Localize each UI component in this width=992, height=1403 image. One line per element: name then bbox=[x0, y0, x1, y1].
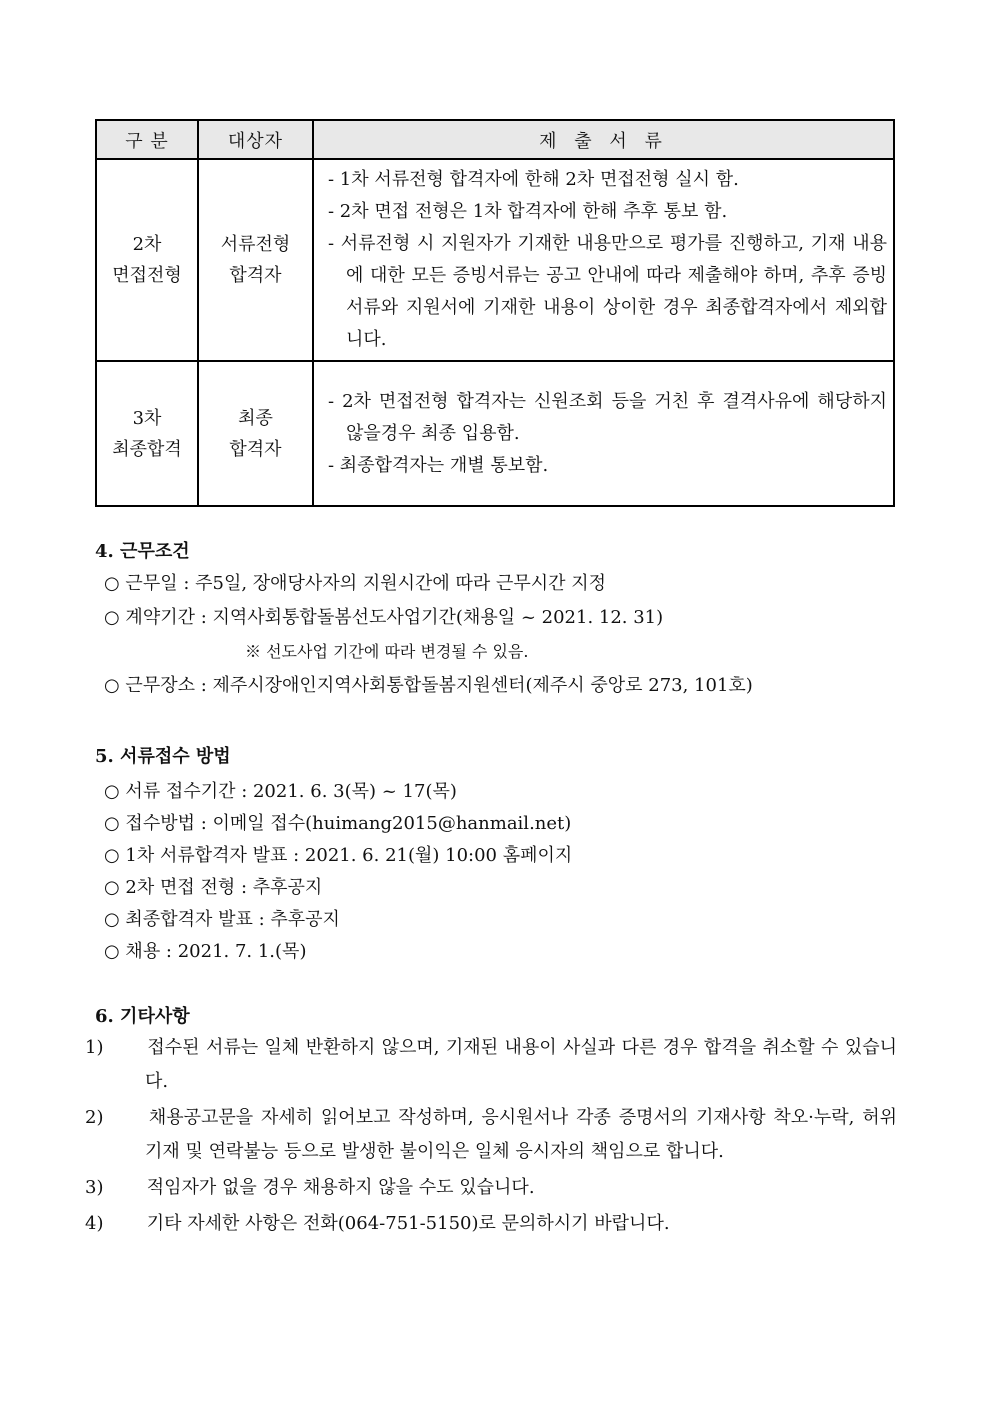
header-division: 구 분 bbox=[96, 120, 198, 159]
requirement-line: - 1차 서류전형 합격자에 한해 2차 면접전형 실시 함. bbox=[328, 169, 739, 190]
contract-note: ※ 선도사업 기간에 따라 변경될 수 있음. bbox=[245, 642, 529, 661]
documents-cell bbox=[313, 361, 894, 506]
contract-period-item: ○ 계약기간 : 지역사회통합돌봄선도사업기간(채용일 ~ 2021. 12. 31) bbox=[104, 607, 664, 628]
table-row bbox=[96, 361, 894, 506]
other-notes-list bbox=[85, 1031, 897, 1241]
interview-item: ○ 2차 면접 전형 : 추후공지 bbox=[104, 877, 323, 898]
list-item: 4) 기타 자세한 사항은 전화(064-751-5150)로 문의하시기 바랍니다. bbox=[85, 1213, 670, 1234]
requirement-line: - 서류전형 시 지원자가 기재한 내용만으로 평가를 진행하고, 기재 내용에 대한 모든 증빙서류는 공고 안내에 따라 제출해야 하며, 추후 증빙서류와 지원서에 기재한 내용이 상이한 경우 최종합격자에서 제외합니다. bbox=[328, 233, 887, 350]
table-header-row bbox=[96, 120, 894, 159]
application-method-item: ○ 접수방법 : 이메일 접수(huimang2015@hanmail.net) bbox=[104, 813, 572, 834]
first-result-item: ○ 1차 서류합격자 발표 : 2021. 6. 21(월) 10:00 홈페이지 bbox=[104, 845, 573, 866]
work-days-item: ○ 근무일 : 주5일, 장애당사자의 지원시간에 따라 근무시간 지정 bbox=[104, 573, 607, 594]
list-item: 2) 채용공고문을 자세히 읽어보고 작성하며, 응시원서나 각종 증명서의 기재사항 착오·누락, 허위 기재 및 연락불능 등으로 발생한 불이익은 일체 응시자의 책임으로 합니다. bbox=[85, 1107, 897, 1162]
table-row bbox=[96, 159, 894, 361]
section-4-title: 4. 근무조건 bbox=[95, 541, 190, 562]
requirement-line: - 최종합격자는 개별 통보함. bbox=[328, 454, 549, 476]
section-5-title: 5. 서류접수 방법 bbox=[95, 746, 231, 767]
list-item: 3) 적임자가 없을 경우 채용하지 않을 수도 있습니다. bbox=[85, 1177, 535, 1198]
target-cell: 서류전형 합격자 bbox=[198, 159, 313, 361]
requirement-line: - 2차 면접 전형은 1차 합격자에 한해 추후 통보 함. bbox=[328, 201, 728, 222]
application-period-item: ○ 서류 접수기간 : 2021. 6. 3(목) ~ 17(목) bbox=[104, 781, 457, 802]
list-item: 1) 접수된 서류는 일체 반환하지 않으며, 기재된 내용이 사실과 다른 경우 합격을 취소할 수 있습니다. bbox=[85, 1037, 897, 1092]
workplace-item: ○ 근무장소 : 제주시장애인지역사회통합돌봄지원센터(제주시 중앙로 273, 101호) bbox=[104, 675, 753, 696]
division-cell: 3차 최종합격 bbox=[96, 361, 198, 506]
header-documents: 제 출 서 류 bbox=[313, 120, 894, 159]
section-6-title: 6. 기타사항 bbox=[95, 1006, 190, 1027]
division-cell: 2차 면접전형 bbox=[96, 159, 198, 361]
header-target: 대상자 bbox=[198, 120, 313, 159]
target-cell: 최종 합격자 bbox=[198, 361, 313, 506]
final-result-item: ○ 최종합격자 발표 : 추후공지 bbox=[104, 909, 340, 930]
document-requirements-table bbox=[95, 119, 895, 507]
documents-cell bbox=[313, 159, 894, 361]
hiring-date-item: ○ 채용 : 2021. 7. 1.(목) bbox=[104, 941, 307, 962]
requirement-line: - 2차 면접전형 합격자는 신원조회 등을 거친 후 결격사유에 해당하지 않을경우 최종 입용함. bbox=[328, 390, 887, 444]
